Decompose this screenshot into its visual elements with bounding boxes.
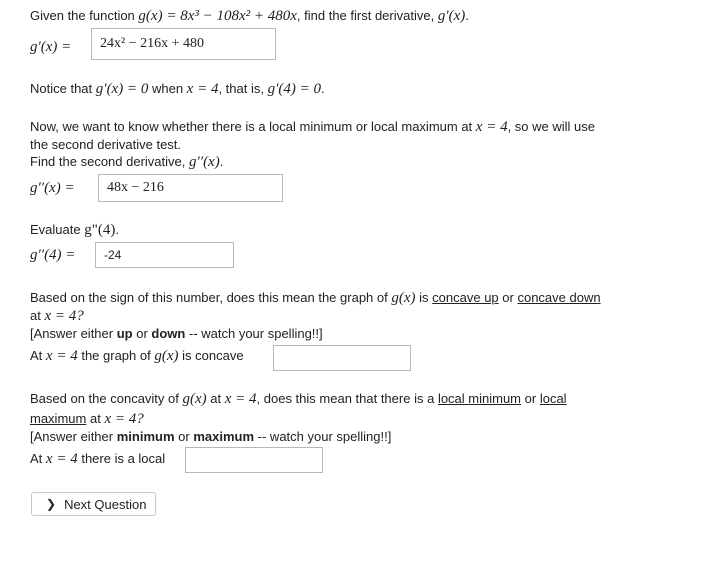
extremum-instructions: [Answer either minimum or maximum -- watch your spelling!!]: [30, 429, 392, 444]
concavity-answer-input[interactable]: [273, 345, 411, 371]
local-maximum-link-part1[interactable]: local: [539, 391, 567, 406]
first-derivative-label: g′(x) =: [30, 39, 72, 55]
function-expression: g(x) = 8x³ − 108x² + 480x: [138, 8, 297, 24]
extremum-question-line2: maximum at x = 4?: [30, 411, 144, 427]
notice-text: Notice that g′(x) = 0 when x = 4, that is, g′(4) = 0.: [30, 81, 325, 97]
concave-up-link[interactable]: concave up: [432, 290, 499, 305]
first-derivative-answer-field[interactable]: 24x² − 216x + 480: [91, 28, 276, 60]
extremum-question: Based on the concavity of g(x) at x = 4, does this mean that there is a local minimum or local: [30, 391, 567, 407]
chevron-right-icon: ❯: [46, 497, 57, 511]
concavity-answer-label: At x = 4 the graph of g(x) is concave: [30, 348, 244, 364]
second-derivative-answer-field[interactable]: 48x − 216: [98, 174, 283, 202]
question-first-derivative: Given the function g(x) = 8x³ − 108x² + 480x, find the first derivative, g′(x).: [30, 8, 469, 24]
next-question-button[interactable]: ❯ Next Question: [31, 492, 156, 516]
second-derivative-label: g′′(x) =: [30, 180, 75, 196]
local-minimum-link[interactable]: local minimum: [437, 391, 522, 406]
second-derivative-prompt: Find the second derivative, g′′(x).: [30, 154, 224, 170]
second-derivative-intro: Now, we want to know whether there is a local minimum or local maximum at x = 4, so we will use: [30, 119, 595, 135]
second-derivative-at-4-field[interactable]: -24: [95, 242, 234, 268]
evaluate-prompt: Evaluate g"(4).: [30, 222, 119, 238]
local-maximum-link-part2[interactable]: maximum: [30, 411, 87, 426]
extremum-answer-input[interactable]: [185, 447, 323, 473]
concavity-question-line2: at x = 4?: [30, 308, 84, 324]
extremum-answer-label: At x = 4 there is a local: [30, 451, 166, 467]
second-derivative-intro-line2: the second derivative test.: [30, 137, 182, 152]
concave-down-link[interactable]: concave down: [517, 290, 601, 305]
concavity-question: Based on the sign of this number, does this mean the graph of g(x) is concave up or concave down: [30, 290, 601, 306]
concavity-instructions: [Answer either up or down -- watch your spelling!!]: [30, 326, 323, 341]
second-derivative-at-4-label: g′′(4) =: [30, 247, 76, 263]
